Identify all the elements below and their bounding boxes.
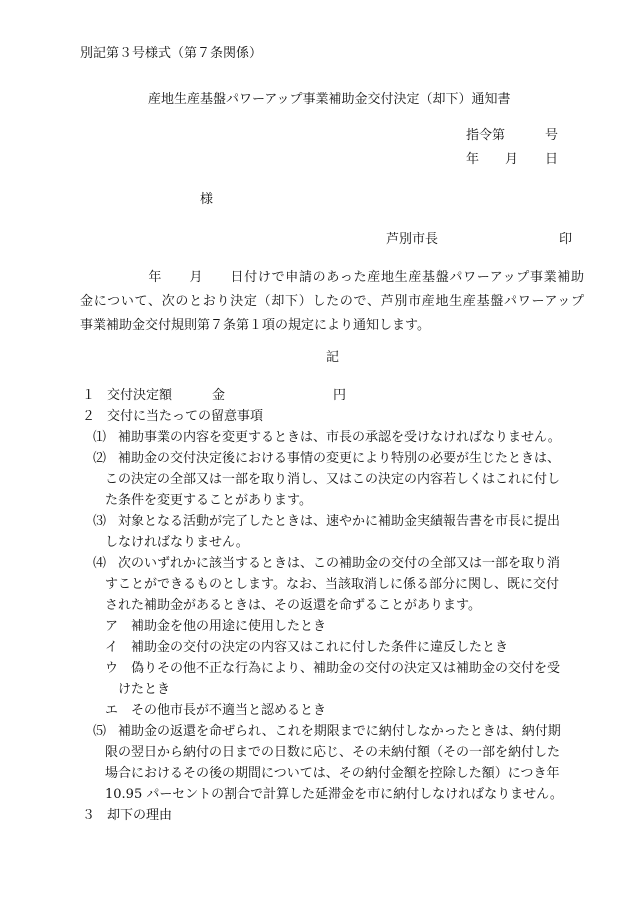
sub-item-line: された補助金があるときは、その返還を命ずることがあります。: [105, 598, 481, 613]
item-number: １: [82, 388, 96, 403]
doc-number-prefix: 指令第: [466, 128, 506, 143]
ki-heading: 記: [326, 350, 340, 365]
kana-line: 補助金を他の用途に使用したとき: [131, 619, 327, 634]
sub-item-number: ⑷: [93, 556, 107, 571]
kana-mark: イ: [105, 640, 119, 655]
item-label: 交付決定額: [107, 388, 173, 403]
sub-item-line: 補助金の返還を命ぜられ、これを期限までに納付しなかったときは、納付期: [118, 724, 561, 739]
doc-number-suffix: 号: [545, 128, 559, 143]
kin-label: 金: [212, 388, 226, 403]
yen-label: 円: [333, 388, 347, 403]
sub-item-line: 場合におけるその後の期間については、その納付金額を控除した額）につき年: [105, 766, 560, 781]
sub-item-line: すことができるものとします。なお、当該取消しに係る部分に関し、既に交付: [105, 577, 559, 592]
sub-item-line: 次のいずれかに該当するときは、この補助金の交付の全部又は一部を取り消: [118, 556, 561, 571]
seal-mark: 印: [559, 232, 573, 247]
sender-name: 芦別市長: [386, 232, 439, 247]
body-line: 金について、次のとおり決定（却下）したので、芦別市産地生産基盤パワーアップ: [80, 294, 584, 309]
document-title: 産地生産基盤パワーアップ事業補助金交付決定（却下）通知書: [148, 92, 511, 107]
date-month: 月: [505, 152, 519, 167]
kana-line: その他市長が不適当と認めるとき: [131, 703, 327, 718]
sub-item-line: た条件を変更することがあります。: [105, 493, 312, 508]
sub-item-line: 対象となる活動が完了したときは、速やかに補助金実績報告書を市長に提出: [118, 514, 561, 529]
form-label: 別記第３号様式（第７条関係）: [80, 46, 263, 61]
item-number: ２: [82, 409, 96, 424]
kana-line: 補助金の交付の決定の内容又はこれに付した条件に違反したとき: [131, 640, 509, 655]
date-day: 日: [545, 152, 559, 167]
sub-item-line: しなければなりません。: [105, 535, 249, 550]
kana-line: けたとき: [118, 682, 171, 697]
addressee-suffix: 様: [200, 192, 214, 207]
sub-item-line: 10.95 パーセントの割合で計算した延滞金を市に納付しなければなりません。: [105, 787, 563, 802]
sub-item-line: 補助事業の内容を変更するときは、市長の承認を受けなければなりません。: [118, 430, 561, 445]
sub-item-line: 限の翌日から納付の日までの日数に応じ、その未納付額（その一部を納付した: [105, 745, 561, 760]
item-label: 却下の理由: [107, 808, 173, 823]
sub-item-number: ⑶: [93, 514, 107, 529]
kana-line: 偽りその他不正な行為により、補助金の交付の決定又は補助金の交付を受: [131, 661, 561, 676]
date-year: 年: [466, 152, 480, 167]
item-number: ３: [82, 808, 96, 823]
sub-item-line: この決定の全部又は一部を取り消し、又はこの決定の内容若しくはこれに付し: [105, 472, 561, 487]
sub-item-number: ⑴: [93, 430, 107, 445]
body-line: 事業補助金交付規則第７条第１項の規定により通知します。: [80, 318, 430, 333]
kana-mark: エ: [105, 703, 119, 718]
sub-item-number: ⑸: [93, 724, 107, 739]
kana-mark: ア: [105, 619, 119, 634]
kana-mark: ウ: [105, 661, 119, 676]
body-line: 年 月 日付けで申請のあった産地生産基盤パワーアップ事業補助: [80, 270, 584, 285]
sub-item-line: 補助金の交付決定後における事情の変更により特別の必要が生じたときは、: [118, 451, 561, 466]
sub-item-number: ⑵: [93, 451, 107, 466]
item-label: 交付に当たっての留意事項: [107, 409, 264, 424]
